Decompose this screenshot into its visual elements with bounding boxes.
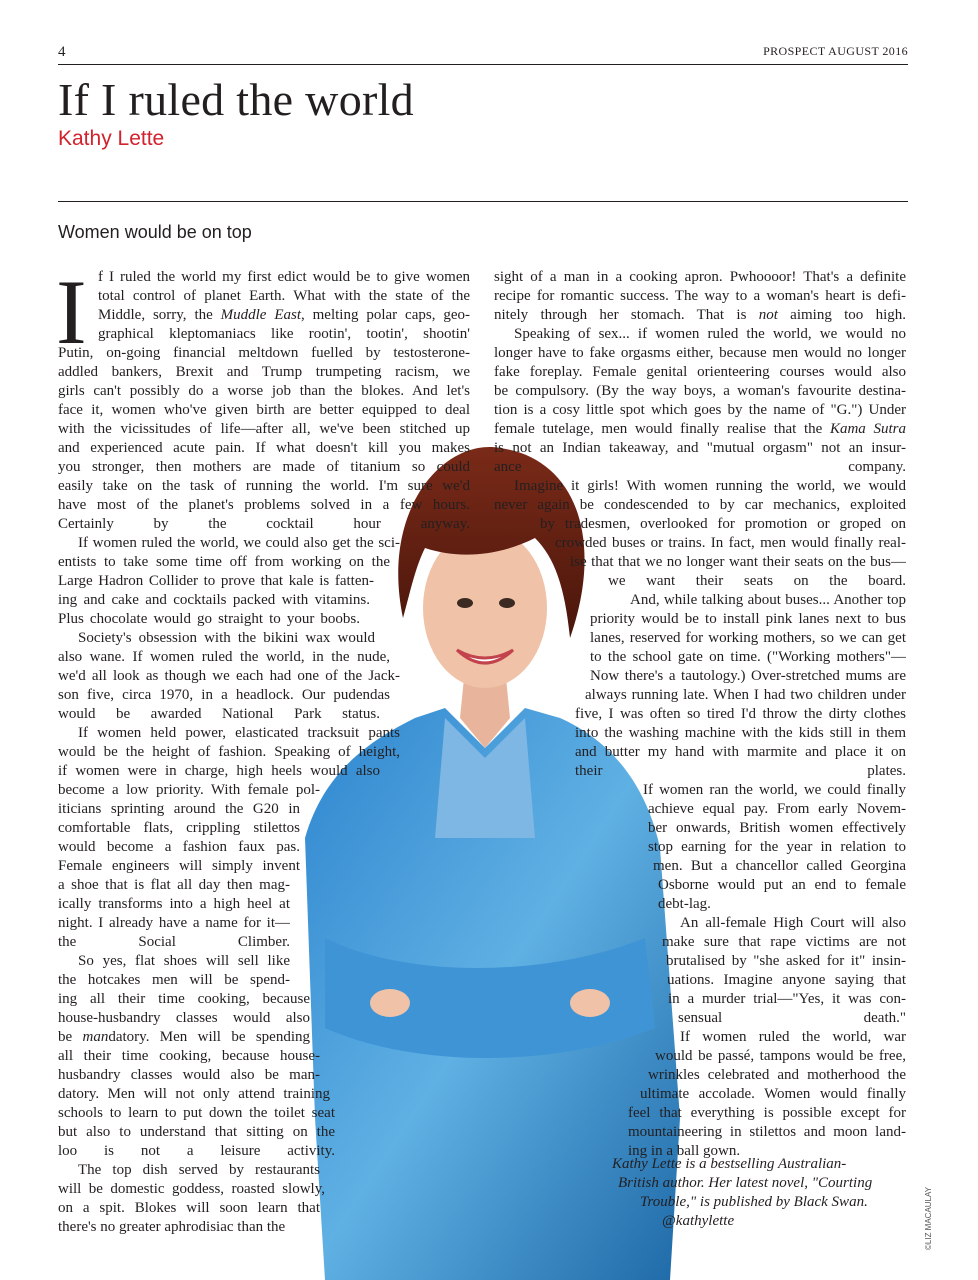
page-number: 4 xyxy=(58,44,66,60)
col2-line: is not an Indian takeaway, and "mutual orgasm" not an insur- xyxy=(494,440,906,456)
col2-line: sight of a man in a cooking apron. Pwhoooor! That's a definite xyxy=(494,269,906,285)
col1-line: there's no greater aphrodisiac than the xyxy=(58,1219,286,1235)
bio-line: Kathy Lette is a bestselling Australian- xyxy=(612,1156,847,1172)
col2-line: their plates. xyxy=(575,763,906,779)
col2-line: recipe for romantic success. The way to a woman's heart is defi- xyxy=(494,288,906,304)
masthead: PROSPECT AUGUST 2016 xyxy=(763,44,908,58)
col1-line: all their time cooking, because house- xyxy=(58,1048,320,1064)
col2-line: Now there's a tautology.) Over-stretched mums are xyxy=(590,668,906,684)
col1-line: the hotcakes men will be spend- xyxy=(58,972,290,988)
col2-line: If women ran the world, we could finally xyxy=(643,782,906,798)
col2-line: Speaking of sex... if women ruled the world, we would no xyxy=(514,326,906,342)
col2-line: female tutelage, men would finally realise that the Kama Sutra xyxy=(494,421,906,437)
col1-line: The top dish served by restaurants xyxy=(78,1162,320,1178)
col1-line: but also to understand that sitting on the xyxy=(58,1124,335,1140)
col1-line: the Social Climber. xyxy=(58,934,290,950)
col1-line: you stronger, then mothers are made of titanium so could xyxy=(58,459,470,475)
col2-line: and butter my hand with marmite and place it on xyxy=(575,744,906,760)
col1-line: Plus chocolate would go straight to your boobs. xyxy=(58,611,360,627)
col2-line: mountaineering in stilettos and moon land- xyxy=(628,1124,906,1140)
col2-line: longer have to fake orgasms either, because men would no longer xyxy=(494,345,906,361)
col2-line: sensual death." xyxy=(678,1010,906,1026)
col1-line: Society's obsession with the bikini wax would xyxy=(78,630,375,646)
col2-line: uations. Imagine anyone saying that xyxy=(667,972,906,988)
col1-line: also wane. If women ruled the world, in the nude, xyxy=(58,649,390,665)
col2-line: by tradesmen, overlooked for promotion or groped on xyxy=(540,516,906,532)
col1-line: entists to take some time off from working on the xyxy=(58,554,390,570)
col1-line: schools to learn to put down the toilet seat xyxy=(58,1105,335,1121)
col2-line: ance company. xyxy=(494,459,906,475)
col1-line: will be domestic goddess, roasted slowly, xyxy=(58,1181,325,1197)
col1-line: have most of the planet's problems solved in a few hours. xyxy=(58,497,470,513)
col2-line: debt-lag. xyxy=(658,896,711,912)
col2-line: into the washing machine with the kids still in them xyxy=(575,725,906,741)
col1-line: face it, women who've given birth are better equipped to deal xyxy=(58,402,470,418)
col2-line: men. But a chancellor called Georgina xyxy=(653,858,906,874)
col1-line: if women were in charge, high heels would also xyxy=(58,763,380,779)
drop-cap: I xyxy=(56,261,87,363)
col1-line: comfortable flats, crippling stilettos xyxy=(58,820,300,836)
col1-line: a shoe that is flat all day then mag- xyxy=(58,877,290,893)
col1-line: house-husbandry classes would also xyxy=(58,1010,310,1026)
col2-line: stop earning for the year in relation to xyxy=(648,839,906,855)
col1-line: So yes, flat shoes will sell like xyxy=(78,953,290,969)
col1-line: If women held power, elasticated tracksuit pants xyxy=(78,725,400,741)
top-rule xyxy=(58,64,908,65)
article-title: If I ruled the world xyxy=(58,74,414,125)
col2-line: crowded buses or trains. In fact, men would finally real- xyxy=(555,535,906,551)
col1-line: girls can't possibly do a worse job than the blokes. And let's xyxy=(58,383,470,399)
col1-line: ically transforms into a high heel at xyxy=(58,896,290,912)
col1-line: loo is not a leisure activity. xyxy=(58,1143,335,1159)
col2-line: five, I was often so tired I'd throw the dirty clothes xyxy=(575,706,906,722)
col2-line: ber onwards, British women effectively xyxy=(648,820,906,836)
col1-line: husbandry classes would also be man- xyxy=(58,1067,320,1083)
col2-line: never again be condescended to by car mechanics, exploited xyxy=(494,497,906,513)
col2-line: make sure that rape victims are not xyxy=(662,934,906,950)
col1-line: total control of planet Earth. What with the state of the xyxy=(98,288,470,304)
col2-line: nitely through her stomach. That is not aiming too high. xyxy=(494,307,906,323)
col2-line: be compulsory. (By the way boys, a woman's favourite destina- xyxy=(494,383,906,399)
col2-line: in a murder trial—"Yes, it was con- xyxy=(668,991,906,1007)
col1-line: would be awarded National Park status. xyxy=(58,706,380,722)
col2-line: always running late. When I had two children under xyxy=(585,687,906,703)
bio-line: @kathylette xyxy=(662,1213,735,1229)
col2-line: priority would be to install pink lanes next to bus xyxy=(590,611,906,627)
col1-line: ing and cake and cocktails packed with vitamins. xyxy=(58,592,370,608)
col1-line: addled bankers, Brexit and Trump trumpeting racism, we xyxy=(58,364,470,380)
col2-line: ultimate accolade. Women would finally xyxy=(640,1086,906,1102)
col1-line: datory. Men will not only attend training xyxy=(58,1086,330,1102)
col2-line: feel that everything is possible except for xyxy=(628,1105,906,1121)
bio-line: Trouble," is published by Black Swan. xyxy=(640,1194,868,1210)
col1-line: ing all their time cooking, because xyxy=(58,991,310,1007)
col2-line: we want their seats on the board. xyxy=(608,573,906,589)
col2-line: ing in a ball gown. xyxy=(628,1143,741,1159)
col2-line: If women ruled the world, war xyxy=(680,1029,906,1045)
col2-line: would be passé, tampons would be free, xyxy=(655,1048,906,1064)
col1-line: Middle, sorry, the Muddle East, melting polar caps, geo- xyxy=(98,307,470,323)
col1-line: we'd all look as though we each had one of the Jack- xyxy=(58,668,400,684)
bio-line: British author. Her latest novel, "Courting xyxy=(618,1175,873,1191)
col1-line: graphical kleptomaniacs like rootin', tootin', shootin' xyxy=(98,326,470,342)
col1-line: If women ruled the world, we could also get the sci- xyxy=(78,535,400,551)
col2-line: ise that that we no longer want their seats on the bus— xyxy=(570,554,906,570)
col1-line: Certainly by the cocktail hour anyway. xyxy=(58,516,470,532)
col2-line: Osborne would put an end to female xyxy=(658,877,906,893)
col1-line: become a low priority. With female pol- xyxy=(58,782,320,798)
col1-line: Female engineers will simply invent xyxy=(58,858,300,874)
col2-line: brutalised by "she asked for it" insin- xyxy=(666,953,906,969)
col2-line: Imagine it girls! With women running the world, we would xyxy=(514,478,906,494)
col1-line: iticians sprinting around the G20 in xyxy=(58,801,300,817)
col2-line: tion is a cosy little spot which goes by the name of "G.") Under xyxy=(494,402,906,418)
col2-line: to the school gate on time. ("Working mothers"— xyxy=(590,649,906,665)
col2-line: And, while talking about buses... Another top xyxy=(630,592,906,608)
col1-line: with the vicissitudes of life—after all, we've been stitched up xyxy=(58,421,470,437)
col2-line: fake foreplay. Female genital orienteering courses would also xyxy=(494,364,906,380)
col1-line: f I ruled the world my first edict would be to give women xyxy=(98,269,470,285)
standfirst: Women would be on top xyxy=(58,222,252,242)
col1-line: and experienced acute pain. If what doesn't kill you makes xyxy=(58,440,470,456)
col1-line: son five, circa 1970, in a headlock. Our pudendas xyxy=(58,687,390,703)
col1-line: would be the height of fashion. Speaking of height, xyxy=(58,744,400,760)
photo-credit: ©LIZ MACAULAY xyxy=(924,1186,933,1250)
col1-line: would become a fashion faux pas. xyxy=(58,839,300,855)
col1-line: Putin, on-going financial meltdown fuelled by testosterone- xyxy=(58,345,470,361)
col1-line: night. I already have a name for it— xyxy=(58,915,290,931)
col2-line: An all-female High Court will also xyxy=(680,915,906,931)
col2-line: achieve equal pay. From early Novem- xyxy=(648,801,906,817)
col2-line: wrinkles celebrated and motherhood the xyxy=(648,1067,906,1083)
section-rule xyxy=(58,201,908,202)
col1-line: be mandatory. Men will be spending xyxy=(58,1029,310,1045)
author-name: Kathy Lette xyxy=(58,127,165,150)
col1-line: easily take on the task of running the world. I'm sure we'd xyxy=(58,478,470,494)
col1-line: on a spit. Blokes will soon learn that xyxy=(58,1200,320,1216)
col2-line: lanes, reserved for working mothers, so we can get xyxy=(590,630,906,646)
col1-line: Large Hadron Collider to prove that kale is fatten- xyxy=(58,573,374,589)
